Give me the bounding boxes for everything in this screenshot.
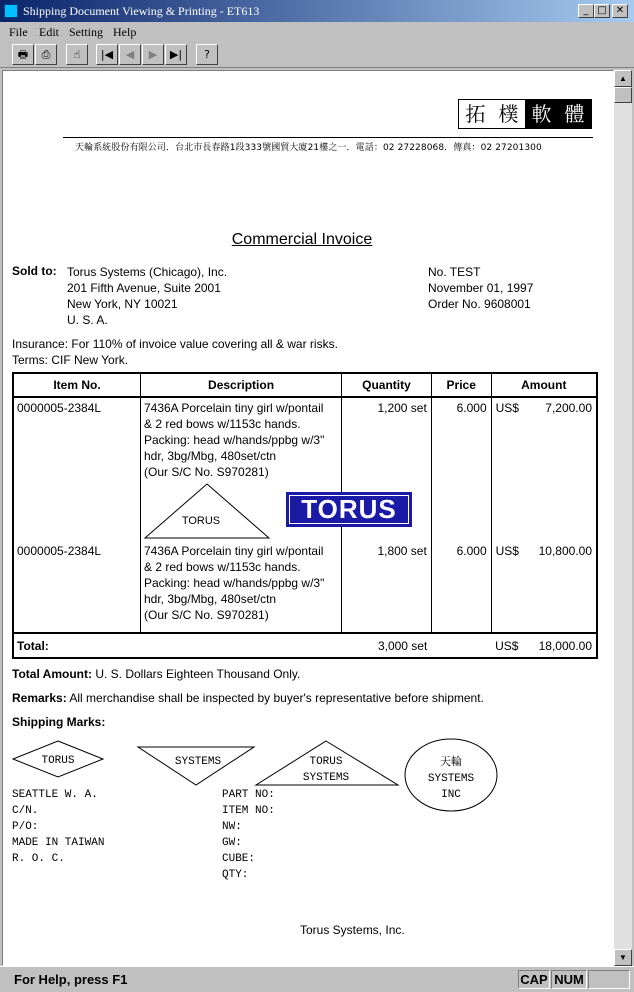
terms-block (12, 336, 338, 368)
desc-line: & 2 red bows w/1153c hands. (143, 417, 301, 431)
help-button[interactable]: ? (196, 44, 218, 65)
toolbar (0, 42, 634, 68)
address-line: Torus Systems (Chicago), Inc. (67, 265, 228, 279)
item-quantity: 1,800 set (342, 541, 432, 633)
status-bar (0, 966, 634, 992)
mark-line: R. O. C. (12, 853, 65, 865)
desc-line: & 2 red bows w/1153c hands. (143, 560, 301, 574)
total-row (13, 633, 597, 658)
pointer-help-button[interactable]: ☝ (66, 44, 88, 65)
desc-line: 7436A Porcelain tiny girl w/pontail (143, 544, 324, 558)
table-header-row (13, 373, 597, 397)
num-lock-indicator: NUM (551, 970, 587, 989)
header-item-no: Item No. (13, 373, 140, 397)
remarks-label: Remarks: (12, 691, 67, 705)
mark-line: QTY: (222, 869, 249, 881)
header-quantity: Quantity (342, 373, 432, 397)
sold-to-label: Sold to: (12, 264, 57, 278)
next-page-button[interactable]: ▶ (142, 44, 164, 65)
mark-line: GW: (222, 837, 242, 849)
mark-line: CUBE: (222, 853, 256, 865)
shipping-marks-label: Shipping Marks: (12, 715, 106, 729)
logo-char: 軟 (525, 100, 558, 128)
status-pane (588, 970, 630, 989)
company-address-line: 天輪系統股份有限公司．台北市長春路1段333號國貿大廈21樓之一．電話：02 27228068．傳真：02 27201300 (75, 143, 542, 153)
terms-text: Terms: CIF New York. (12, 353, 129, 367)
menu-help[interactable]: Help (113, 25, 137, 39)
item-number: 0000005-2384L (13, 397, 140, 541)
scroll-down-icon[interactable]: ▼ (614, 949, 632, 966)
desc-line: (Our S/C No. S970281) (143, 465, 269, 479)
mark-line: C/N. (12, 805, 39, 817)
item-description (140, 541, 341, 633)
shipping-marks-fields (222, 787, 275, 883)
brand-logo-text: TORUS (289, 495, 409, 524)
logo-char: 拓 (465, 102, 486, 126)
item-number: 0000005-2384L (13, 541, 140, 633)
signature: Torus Systems, Inc. (300, 923, 405, 937)
desc-line: (Our S/C No. S970281) (143, 608, 269, 622)
address-line: U. S. A. (67, 313, 108, 327)
item-price: 6.000 (431, 541, 491, 633)
first-page-button[interactable]: |◀ (96, 44, 118, 65)
address-line: New York, NY 10021 (67, 297, 178, 311)
header-amount: Amount (491, 373, 597, 397)
logo-char: 樸 (498, 102, 519, 126)
invoice-page (3, 71, 614, 966)
circle-mark-label: 天輪 (440, 755, 462, 768)
scroll-thumb[interactable] (614, 87, 632, 103)
app-icon[interactable] (4, 4, 18, 18)
item-amount: 7,200.00 (545, 401, 592, 415)
remarks-line (12, 691, 484, 705)
desc-line: hdr, 3bg/Mbg, 480set/ctn (143, 592, 277, 606)
total-amount-label: Total Amount: (12, 667, 92, 681)
desc-line: Packing: head w/hands/ppbg w/3" (143, 433, 325, 447)
mark-line: PART NO: (222, 789, 275, 801)
down-triangle-mark-label: SYSTEMS (174, 756, 222, 768)
scroll-up-icon[interactable]: ▲ (614, 70, 632, 87)
sold-to-address (67, 264, 227, 328)
close-button[interactable]: ✕ (612, 4, 628, 18)
vertical-scrollbar[interactable] (614, 70, 632, 966)
logo-char: 體 (558, 100, 591, 128)
menu-edit[interactable]: Edit (39, 25, 59, 39)
item-price: 6.000 (431, 397, 491, 541)
total-label: Total: (13, 633, 140, 658)
total-amount: 18,000.00 (538, 638, 592, 653)
company-logo (458, 99, 592, 129)
maximize-button[interactable]: □ (594, 4, 610, 18)
item-amount-cell (491, 397, 597, 541)
mark-line: ITEM NO: (222, 805, 275, 817)
document-viewport[interactable] (2, 70, 614, 966)
order-number: Order No. 9608001 (428, 297, 531, 311)
invoice-date: November 01, 1997 (428, 281, 534, 295)
diamond-mark-label: TORUS (41, 755, 75, 767)
total-amount-cell (491, 633, 597, 658)
circle-mark-label: INC (441, 789, 461, 801)
prev-page-button[interactable]: ◀ (119, 44, 141, 65)
mark-line: NW: (222, 821, 242, 833)
insurance-text: Insurance: For 110% of invoice value covering all & war risks. (12, 337, 338, 351)
header-price: Price (431, 373, 491, 397)
title-bar[interactable] (0, 0, 634, 22)
header-divider (63, 137, 593, 138)
total-amount-line (12, 667, 300, 681)
item-amount-cell (491, 541, 597, 633)
mark-line: MADE IN TAIWAN (12, 837, 105, 849)
desc-line: Packing: head w/hands/ppbg w/3" (143, 576, 325, 590)
print-button[interactable]: 🖶 (12, 44, 34, 65)
mark-line: SEATTLE W. A. (12, 789, 98, 801)
caps-lock-indicator: CAP (518, 970, 550, 989)
circle-mark-label: SYSTEMS (427, 773, 475, 785)
print-preview-button[interactable]: ⎙ (35, 44, 57, 65)
item-amount: 10,800.00 (538, 544, 592, 558)
menu-setting[interactable]: Setting (69, 25, 104, 39)
item-quantity: 1,200 set (342, 397, 432, 541)
torus-brand-logo (286, 492, 412, 527)
address-line: 201 Fifth Avenue, Suite 2001 (67, 281, 221, 295)
header-description: Description (140, 373, 341, 397)
currency: US$ (495, 638, 519, 653)
table-row (13, 541, 597, 633)
menu-bar (0, 22, 634, 42)
menu-file[interactable]: File (9, 25, 28, 39)
desc-line: hdr, 3bg/Mbg, 480set/ctn (143, 449, 277, 463)
window-title: Shipping Document Viewing & Printing - ET613 (23, 4, 260, 18)
up-triangle-mark-label: SYSTEMS (302, 772, 350, 784)
up-triangle-mark-label: TORUS (309, 756, 343, 768)
mark-line: P/O: (12, 821, 39, 833)
remarks-text: All merchandise shall be inspected by buyer's representative before shipment. (69, 691, 484, 705)
page-title: Commercial Invoice (231, 231, 373, 248)
invoice-number: No. TEST (428, 265, 481, 279)
shipping-marks-left (12, 787, 104, 867)
status-help-text: For Help, press F1 (14, 972, 128, 987)
invoice-reference (428, 264, 533, 312)
currency: US$ (495, 544, 519, 558)
currency: US$ (495, 401, 519, 415)
total-amount-words: U. S. Dollars Eighteen Thousand Only. (95, 667, 301, 681)
triangle-mark-label: TORUS (181, 515, 221, 527)
minimize-button[interactable]: _ (578, 4, 594, 18)
desc-line: 7436A Porcelain tiny girl w/pontail (143, 401, 324, 415)
last-page-button[interactable]: ▶| (165, 44, 187, 65)
total-quantity: 3,000 set (342, 633, 432, 658)
triangle-mark (143, 482, 271, 540)
